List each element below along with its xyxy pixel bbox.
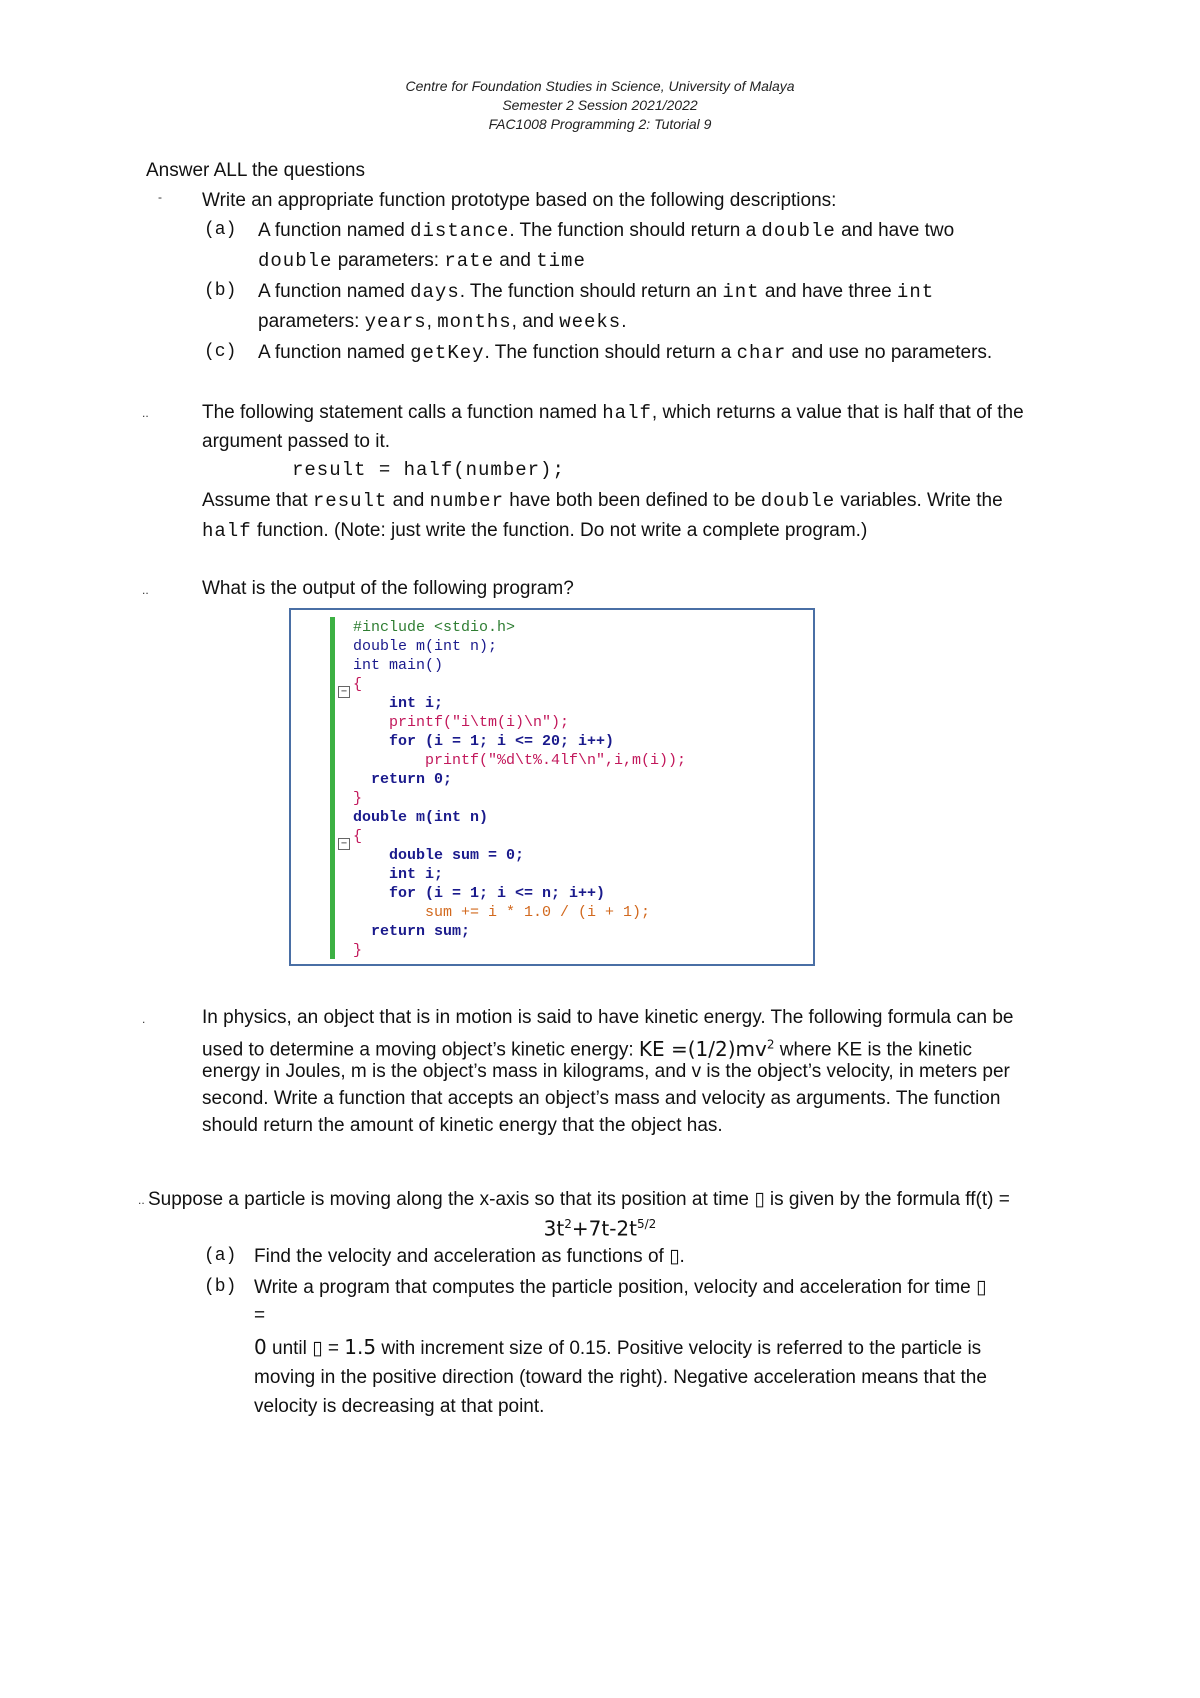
- code-text: {: [353, 828, 363, 845]
- q1b-label: (b): [204, 281, 237, 301]
- code-line: [353, 941, 362, 960]
- q1a-text: and have two: [835, 220, 955, 241]
- code-text: for (i = 1; i <= n; i++): [353, 885, 606, 902]
- q1b-code-int: int: [722, 281, 760, 303]
- q1a-code-rate: rate: [444, 250, 494, 272]
- q1a-code-distance: distance: [410, 220, 510, 242]
- code-line: [353, 751, 686, 770]
- q1a-code-double: double: [258, 250, 333, 272]
- q5a-text: Find the velocity and acceleration as functions of ▯.: [254, 1246, 685, 1267]
- q2-bullet: ..: [142, 406, 149, 420]
- code-text: double sum = 0;: [353, 847, 525, 864]
- code-text: #include <stdio.h>: [353, 619, 516, 636]
- q1b-text: . The function should return an: [459, 281, 723, 302]
- formula-text: KE =(1/2)mv: [638, 1036, 767, 1061]
- q1c-label: (c): [204, 342, 237, 362]
- fold-minus-icon: −: [338, 838, 350, 850]
- q2-text: and: [387, 490, 430, 511]
- q5b-line4: moving in the positive direction (toward the right). Negative acceleration means that the: [254, 1367, 987, 1388]
- q1b-text: .: [621, 311, 627, 332]
- q3-stem: What is the output of the following program?: [202, 578, 574, 599]
- q1a-label: (a): [204, 220, 237, 240]
- code-line: [353, 865, 443, 884]
- q5b-line1: Write a program that computes the particle position, velocity and acceleration for time ▯: [254, 1277, 987, 1298]
- q2-code-number: number: [429, 490, 504, 512]
- q1a-code-double: double: [761, 220, 836, 242]
- code-line: [353, 903, 650, 922]
- q1b-code-months: months: [437, 311, 512, 333]
- q1b-line2: [258, 308, 627, 336]
- q1c-text: A function named: [258, 342, 411, 363]
- header-semester: Semester 2 Session 2021/2022: [502, 97, 698, 113]
- q1b-text: A function named: [258, 281, 411, 302]
- code-line: [353, 827, 362, 846]
- code-line: [353, 922, 470, 941]
- q2-text: function. (Note: just write the function. Do not write a complete program.): [251, 520, 868, 541]
- q1c-code-char: char: [736, 342, 787, 364]
- q1a-text: . The function should return a: [509, 220, 762, 241]
- code-line: [353, 789, 362, 808]
- code-text: for (i = 1; i <= 20; i++): [353, 733, 615, 750]
- code-line: [353, 656, 443, 675]
- q5b-text: until ▯ =: [266, 1338, 345, 1359]
- formula-exponent: 5/2: [637, 1217, 657, 1231]
- instruction: Answer ALL the questions: [146, 160, 365, 181]
- q4-line1: In physics, an object that is in motion is said to have kinetic energy. The following formula can be: [202, 1007, 1014, 1028]
- q1a-text: parameters:: [332, 250, 445, 271]
- code-line: [353, 732, 614, 751]
- q1b-text: and have three: [759, 281, 897, 302]
- code-text: return 0;: [353, 771, 453, 788]
- q1b-line1: [258, 278, 934, 306]
- q1b-text: parameters:: [258, 311, 365, 332]
- code-text: sum += i * 1.0 / (i + 1);: [353, 904, 651, 921]
- formula-exponent: 2: [766, 1037, 775, 1051]
- header-course: FAC1008 Programming 2: Tutorial 9: [488, 116, 712, 132]
- q2-code-double: double: [760, 490, 836, 512]
- code-text: return sum;: [353, 923, 471, 940]
- q5a-label: (a): [204, 1246, 237, 1266]
- q2-code-result: result: [312, 490, 388, 512]
- code-line: [353, 618, 515, 637]
- q2-line3: [202, 487, 1003, 515]
- code-text: printf("i\tm(i)\n");: [353, 714, 570, 731]
- q4-text: where KE is the kinetic: [774, 1039, 972, 1061]
- code-line: [353, 675, 362, 694]
- q1c-code-getkey: getKey: [410, 342, 485, 364]
- q2-code-half: half: [202, 520, 252, 542]
- q4-line5: should return the amount of kinetic energy that the object has.: [202, 1115, 723, 1136]
- q5b-value-end: 1.5: [344, 1335, 377, 1359]
- code-line: [353, 637, 497, 656]
- q2-line2: argument passed to it.: [202, 431, 390, 452]
- code-line: [353, 846, 524, 865]
- q1c-line1: [258, 339, 992, 367]
- q5b-line5: velocity is decreasing at that point.: [254, 1396, 545, 1417]
- code-text: int i;: [353, 695, 444, 712]
- code-line: [353, 884, 605, 903]
- q1b-code-int: int: [896, 281, 935, 303]
- q1b-text: ,: [426, 311, 438, 332]
- code-text: {: [353, 676, 363, 693]
- q1a-code-time: time: [536, 250, 586, 272]
- q1c-text: . The function should return a: [484, 342, 737, 363]
- q2-line1: [202, 399, 1024, 427]
- q1b-code-days: days: [410, 281, 460, 303]
- q1a-text: and: [493, 250, 537, 271]
- code-text: double m(int n): [353, 809, 489, 826]
- code-text: }: [353, 790, 363, 807]
- code-screenshot: [289, 608, 815, 966]
- q5b-line2: =: [254, 1305, 266, 1326]
- q1b-text: , and: [511, 311, 560, 332]
- code-text: int i;: [353, 866, 444, 883]
- q1-stem: Write an appropriate function prototype based on the following descriptions:: [202, 190, 837, 211]
- code-line: [353, 694, 443, 713]
- q1c-text: and use no parameters.: [786, 342, 993, 363]
- q1-bullet: -: [158, 190, 162, 204]
- q5-bullet: ..: [138, 1193, 145, 1207]
- code-text: int main(): [353, 657, 444, 674]
- q1a-line1: [258, 217, 954, 245]
- q5-line1: Suppose a particle is moving along the x-axis so that its position at time ▯ is given by the formula ff(t) =: [148, 1189, 1010, 1210]
- header-institution: Centre for Foundation Studies in Science, University of Malaya: [405, 78, 795, 94]
- q5b-label: (b): [204, 1277, 237, 1297]
- formula-text: +7t-2t: [571, 1216, 637, 1241]
- code-line: [353, 770, 452, 789]
- q4-line3: energy in Joules, m is the object’s mass in kilograms, and v is the object’s velocity, in meters per: [202, 1061, 1010, 1082]
- q1a-line2: [258, 247, 586, 275]
- code-line: [353, 713, 569, 732]
- q2-text: The following statement calls a function named: [202, 402, 603, 423]
- q4-line4: second. Write a function that accepts an object’s mass and velocity as arguments. The function: [202, 1088, 1001, 1109]
- q2-text: Assume that: [202, 490, 313, 511]
- q1a-text: A function named: [258, 220, 411, 241]
- code-gutter: [330, 617, 335, 959]
- code-text: }: [353, 942, 363, 959]
- q5b-value-start: 0: [254, 1335, 267, 1359]
- q5b-line3: [254, 1334, 981, 1362]
- code-text: printf("%d\t%.4lf\n",i,m(i));: [353, 752, 687, 769]
- q4-bullet: .: [142, 1012, 146, 1026]
- q3-bullet: ..: [142, 583, 149, 597]
- q2-line4: [202, 517, 867, 545]
- formula-exponent: 2: [564, 1217, 572, 1231]
- q1b-code-weeks: weeks: [559, 311, 622, 333]
- q4-text: used to determine a moving object’s kinetic energy:: [202, 1039, 639, 1061]
- q1b-code-years: years: [364, 311, 427, 333]
- q2-text: , which returns a value that is half that of the: [651, 402, 1024, 423]
- code-line: [353, 808, 488, 827]
- q2-text: have both been defined to be: [504, 490, 761, 511]
- formula-text: 3t: [543, 1216, 565, 1241]
- q2-code-half: half: [602, 402, 652, 424]
- q2-text: variables. Write the: [835, 490, 1003, 511]
- code-text: double m(int n);: [353, 638, 498, 655]
- position-formula: [0, 1211, 1200, 1243]
- q2-code-statement: result = half(number);: [292, 459, 565, 481]
- fold-minus-icon: −: [338, 686, 350, 698]
- q5b-text: with increment size of 0.15. Positive velocity is referred to the particle is: [376, 1338, 982, 1359]
